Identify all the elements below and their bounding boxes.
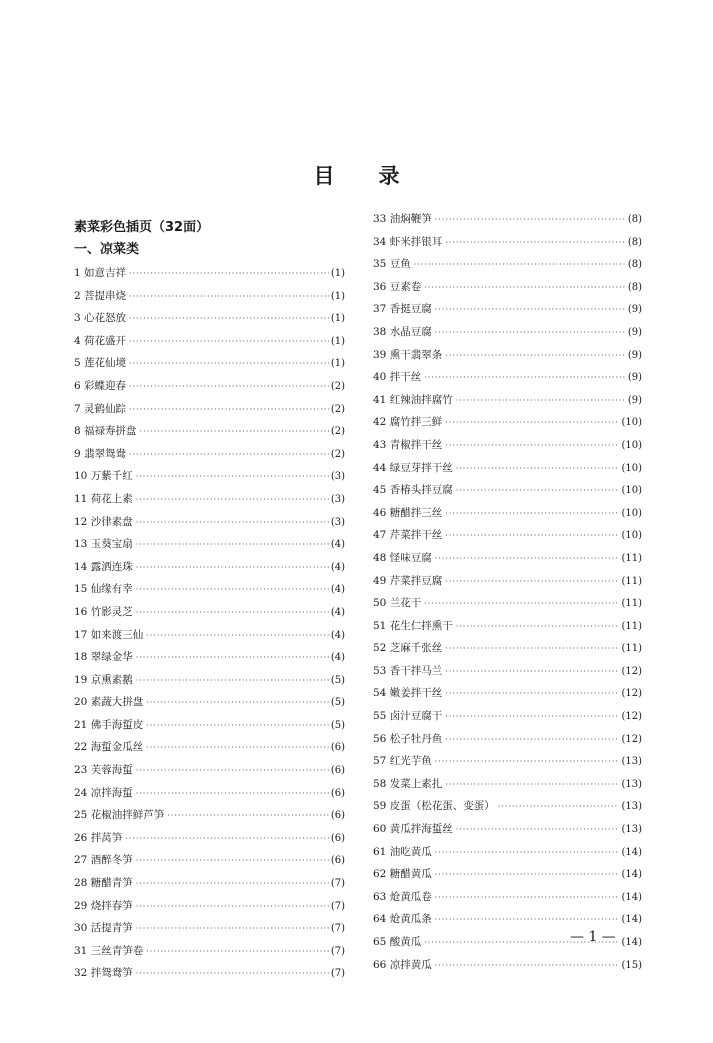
toc-entry	[74, 307, 345, 330]
toc-entry	[74, 556, 345, 579]
toc-entry-page: (15)	[621, 959, 642, 971]
toc-leader-dots	[136, 783, 329, 806]
page-number: — 1 —	[570, 929, 616, 945]
toc-entry-title: 36 豆素卷	[373, 280, 422, 293]
toc-entry	[373, 253, 642, 276]
toc-leader-dots	[456, 616, 620, 639]
toc-entry-page: (4)	[330, 561, 345, 573]
toc-entry-page: (9)	[627, 349, 642, 361]
toc-leader-dots	[435, 751, 620, 774]
toc-entry-title: 3 心花怒放	[74, 312, 127, 325]
toc-entry-page: (6)	[330, 742, 345, 754]
toc-leader-dots	[435, 955, 620, 978]
toc-entry	[373, 750, 642, 773]
toc-leader-dots	[136, 489, 329, 512]
title-char-2: 录	[378, 164, 400, 188]
toc-leader-dots	[424, 277, 626, 300]
toc-entry	[373, 615, 642, 638]
toc-entry-title: 65 酸黄瓜	[373, 936, 422, 948]
page-title	[0, 160, 713, 190]
toc-entry	[74, 624, 345, 647]
toc-entry-title: 42 腐竹拌三鲜	[373, 416, 443, 429]
toc-entry-page: (4)	[330, 652, 345, 664]
toc-entry-page: (7)	[330, 968, 345, 980]
toc-entry-page: (1)	[330, 313, 345, 325]
toc-entry	[373, 434, 642, 457]
toc-entry-page: (2)	[330, 403, 345, 415]
toc-entry-page: (11)	[621, 643, 642, 655]
toc-entry-title: 55 卤汁豆腐干	[373, 710, 443, 723]
toc-entry-title: 23 芙蓉海蜇	[74, 764, 133, 777]
toc-entry	[373, 457, 642, 480]
toc-entry	[74, 691, 345, 714]
toc-entry-page: (4)	[330, 584, 345, 596]
toc-leader-dots	[146, 737, 329, 760]
toc-entry-page: (6)	[330, 765, 345, 777]
toc-leader-dots	[435, 864, 620, 887]
toc-entry-page: (9)	[627, 304, 642, 316]
toc-leader-dots	[445, 774, 619, 797]
toc-entry-title: 56 松子牡丹鱼	[373, 732, 443, 745]
toc-entry-title: 28 糖醋青笋	[74, 877, 133, 890]
toc-entry-page: (6)	[330, 810, 345, 822]
toc-leader-dots	[146, 941, 329, 964]
toc-entry	[74, 782, 345, 805]
toc-entry-title: 18 翠绿金华	[74, 651, 133, 664]
toc-entry-page: (11)	[621, 575, 642, 587]
toc-entry-title: 2 菩提串烧	[74, 289, 127, 302]
category-heading: 一、凉菜类	[74, 242, 140, 257]
toc-entry	[373, 728, 642, 751]
toc-entry-title: 30 活提青笋	[74, 922, 133, 935]
toc-entry-page: (3)	[330, 516, 345, 528]
toc-entry	[74, 352, 345, 375]
toc-entry	[74, 940, 345, 963]
toc-leader-dots	[125, 828, 329, 851]
toc-entry-page: (2)	[330, 380, 345, 392]
toc-entry-title: 11 荷花上素	[74, 492, 133, 505]
toc-entry-page: (2)	[330, 426, 345, 438]
toc-entry	[74, 465, 345, 488]
toc-entry	[74, 578, 345, 601]
toc-entry	[74, 849, 345, 872]
toc-entry-page: (10)	[621, 530, 642, 542]
toc-entry-title: 61 油吃黄瓜	[373, 845, 432, 858]
toc-leader-dots	[136, 466, 329, 489]
toc-entry	[373, 231, 642, 254]
toc-entry-title: 17 如来渡三仙	[74, 628, 144, 641]
toc-entry-title: 16 竹影灵芝	[74, 605, 133, 618]
toc-entry-title: 24 凉拌海蜇	[74, 786, 133, 799]
toc-entry-title: 15 仙缘有幸	[74, 583, 133, 596]
toc-leader-dots	[129, 286, 329, 309]
toc-entry-page: (7)	[330, 900, 345, 912]
section-heading: 素菜彩色插页（32面）	[74, 220, 210, 235]
toc-entry-page: (13)	[621, 756, 642, 768]
toc-entry	[373, 954, 642, 977]
toc-left-list	[74, 262, 345, 985]
toc-entry	[373, 411, 642, 434]
toc-leader-dots	[136, 512, 329, 535]
toc-leader-dots	[456, 819, 620, 842]
toc-entry-title: 5 莲花仙境	[74, 357, 127, 370]
toc-entry-title: 25 花椒油拌鲜芦笋	[74, 809, 165, 822]
toc-entry-title: 31 三丝青笋卷	[74, 944, 144, 957]
toc-entry-page: (14)	[621, 914, 642, 926]
toc-leader-dots	[424, 367, 626, 390]
toc-entry	[373, 660, 642, 683]
toc-entry-page: (3)	[330, 493, 345, 505]
toc-entry-page: (10)	[621, 439, 642, 451]
toc-entry	[74, 285, 345, 308]
toc-entry-page: (11)	[621, 552, 642, 564]
toc-entry-title: 12 沙律素盘	[74, 515, 133, 528]
toc-leader-dots	[136, 963, 329, 986]
toc-entry-page: (10)	[621, 462, 642, 474]
toc-entry-title: 19 京熏素鹅	[74, 673, 133, 686]
toc-entry-page: (14)	[621, 937, 642, 948]
toc-entry	[74, 488, 345, 511]
toc-entry	[373, 389, 642, 412]
toc-leader-dots	[435, 548, 620, 571]
toc-entry-title: 45 香椿头拌豆腐	[373, 484, 453, 497]
toc-entry	[74, 804, 345, 827]
toc-entry-page: (12)	[621, 688, 642, 700]
toc-leader-dots	[129, 263, 329, 286]
toc-entry	[373, 479, 642, 502]
toc-leader-dots	[140, 421, 329, 444]
toc-entry-title: 52 芝麻千张丝	[373, 642, 443, 655]
toc-entry	[74, 714, 345, 737]
toc-entry	[373, 863, 642, 886]
toc-entry-title: 63 炝黄瓜卷	[373, 890, 432, 903]
toc-entry-page: (9)	[627, 372, 642, 384]
toc-entry-title: 58 发菜上素扎	[373, 777, 443, 790]
toc-entry	[373, 682, 642, 705]
toc-leader-dots	[445, 571, 619, 594]
toc-entry-page: (12)	[621, 665, 642, 677]
toc-entry-page: (13)	[621, 801, 642, 813]
toc-entry	[74, 262, 345, 285]
toc-entry-page: (11)	[621, 598, 642, 610]
toc-leader-dots	[129, 308, 329, 331]
toc-entry	[74, 759, 345, 782]
toc-entry-title: 64 炝黄瓜条	[373, 913, 432, 926]
toc-leader-dots	[445, 525, 619, 548]
toc-entry-title: 26 拌莴笋	[74, 831, 123, 844]
toc-leader-dots	[136, 557, 329, 580]
toc-leader-dots	[136, 873, 329, 896]
toc-entry-page: (12)	[621, 711, 642, 723]
toc-leader-dots	[136, 760, 329, 783]
toc-entry-page: (10)	[621, 507, 642, 519]
toc-entry	[373, 547, 642, 570]
toc-entry-title: 53 香干拌马兰	[373, 664, 443, 677]
toc-entry-title: 22 海蜇金瓜丝	[74, 741, 144, 754]
toc-entry-title: 40 拌干丝	[373, 371, 422, 384]
toc-entry-page: (1)	[330, 290, 345, 302]
toc-entry	[373, 524, 642, 547]
toc-entry-page: (6)	[330, 832, 345, 844]
toc-entry	[373, 818, 642, 841]
toc-leader-dots	[414, 254, 626, 277]
toc-entry	[74, 962, 345, 985]
toc-entry-page: (5)	[330, 697, 345, 709]
toc-entry-page: (8)	[627, 259, 642, 271]
toc-entry-title: 10 万紫千红	[74, 470, 133, 483]
toc-leader-dots	[129, 331, 329, 354]
toc-entry-title: 47 芹菜拌干丝	[373, 529, 443, 542]
toc-entry-title: 50 兰花干	[373, 597, 422, 610]
toc-entry-page: (12)	[621, 733, 642, 745]
toc-entry-title: 57 红光芋鱼	[373, 755, 432, 768]
toc-entry	[74, 872, 345, 895]
toc-entry-page: (2)	[330, 448, 345, 460]
toc-leader-dots	[136, 918, 329, 941]
toc-leader-dots	[136, 670, 329, 693]
toc-leader-dots	[146, 625, 329, 648]
toc-entry-title: 62 糖醋黄瓜	[373, 868, 432, 881]
toc-entry-page: (8)	[627, 281, 642, 293]
toc-leader-dots	[445, 661, 619, 684]
toc-leader-dots	[456, 480, 620, 503]
toc-entry-page: (14)	[621, 846, 642, 858]
toc-leader-dots	[445, 435, 619, 458]
toc-right-column	[373, 208, 642, 976]
toc-entry	[373, 841, 642, 864]
toc-entry-page: (7)	[330, 945, 345, 957]
toc-entry	[373, 276, 642, 299]
toc-entry-title: 34 虾米拌银耳	[373, 235, 443, 248]
toc-entry	[373, 637, 642, 660]
toc-leader-dots	[136, 647, 329, 670]
toc-leader-dots	[424, 593, 619, 616]
toc-entry-page: (1)	[330, 335, 345, 347]
toc-entry-title: 20 素蔬大拼盘	[74, 696, 144, 709]
toc-entry-title: 38 水晶豆腐	[373, 325, 432, 338]
toc-entry-title: 7 灵鹤仙踪	[74, 402, 127, 415]
toc-leader-dots	[435, 322, 626, 345]
toc-entry-page: (5)	[330, 674, 345, 686]
toc-entry	[373, 344, 642, 367]
toc-entry	[373, 208, 642, 231]
toc-entry	[373, 773, 642, 796]
toc-entry-page: (1)	[330, 358, 345, 370]
toc-entry-title: 6 彩蝶迎春	[74, 379, 127, 392]
toc-entry	[74, 827, 345, 850]
toc-leader-dots	[445, 683, 619, 706]
toc-entry-page: (14)	[621, 869, 642, 881]
toc-entry-title: 66 凉拌黄瓜	[373, 958, 432, 971]
title-char-1: 目	[313, 164, 335, 188]
toc-entry-title: 32 拌鸳鸯笋	[74, 967, 133, 980]
toc-leader-dots	[146, 692, 329, 715]
toc-entry	[373, 705, 642, 728]
toc-entry	[74, 895, 345, 918]
toc-entry-title: 48 怪味豆腐	[373, 551, 432, 564]
toc-entry-page: (7)	[330, 923, 345, 935]
toc-leader-dots	[146, 715, 329, 738]
toc-entry-page: (3)	[330, 471, 345, 483]
toc-entry-title: 41 红辣油拌腐竹	[373, 393, 453, 406]
toc-entry	[74, 420, 345, 443]
toc-entry-title: 60 黄瓜拌海蜇丝	[373, 823, 453, 836]
toc-entry-title: 27 酒醉冬笋	[74, 854, 133, 867]
toc-entry-title: 1 如意吉祥	[74, 267, 127, 279]
toc-entry-page: (8)	[627, 236, 642, 248]
toc-leader-dots	[136, 850, 329, 873]
toc-leader-dots	[445, 503, 619, 526]
toc-entry	[373, 795, 642, 818]
toc-entry-title: 43 青椒拌干丝	[373, 438, 443, 451]
toc-entry-title: 39 熏干翡翠条	[373, 348, 443, 361]
toc-leader-dots	[445, 345, 626, 368]
toc-entry	[74, 398, 345, 421]
toc-leader-dots	[136, 579, 329, 602]
toc-entry	[74, 669, 345, 692]
toc-entry-page: (8)	[627, 214, 642, 225]
toc-entry-page: (14)	[621, 891, 642, 903]
toc-entry-title: 4 荷花盛开	[74, 334, 127, 347]
toc-right-list	[373, 208, 642, 976]
toc-leader-dots	[435, 887, 620, 910]
toc-entry	[74, 601, 345, 624]
toc-entry	[74, 646, 345, 669]
toc-entry-page: (6)	[330, 855, 345, 867]
toc-leader-dots	[136, 896, 329, 919]
toc-entry	[74, 511, 345, 534]
toc-entry	[373, 502, 642, 525]
toc-entry-title: 33 油焖鞭笋	[373, 213, 432, 225]
toc-entry-title: 14 露洒连珠	[74, 560, 133, 573]
toc-entry-page: (1)	[330, 268, 345, 279]
toc-entry-title: 8 福禄寿拼盘	[74, 425, 137, 438]
toc-entry-title: 35 豆鱼	[373, 258, 411, 271]
toc-entry-page: (11)	[621, 620, 642, 632]
toc-entry	[373, 908, 642, 931]
toc-entry	[74, 375, 345, 398]
toc-entry	[373, 298, 642, 321]
toc-entry-title: 29 烧拌春笋	[74, 899, 133, 912]
toc-entry-title: 49 芹菜拌豆腐	[373, 574, 443, 587]
toc-entry-page: (13)	[621, 824, 642, 836]
toc-entry-title: 54 嫩姜拌干丝	[373, 687, 443, 700]
toc-left-column	[74, 217, 345, 985]
toc-entry	[74, 917, 345, 940]
toc-entry-title: 44 绿豆芽拌干丝	[373, 461, 453, 474]
toc-leader-dots	[445, 638, 619, 661]
toc-leader-dots	[435, 299, 626, 322]
toc-leader-dots	[445, 706, 619, 729]
toc-entry	[373, 366, 642, 389]
toc-entry-page: (4)	[330, 629, 345, 641]
toc-entry-page: (5)	[330, 719, 345, 731]
toc-leader-dots	[136, 534, 329, 557]
toc-entry-title: 13 玉葵宝扇	[74, 538, 133, 551]
toc-entry-title: 46 糖醋拌三丝	[373, 506, 443, 519]
toc-entry-page: (4)	[330, 606, 345, 618]
toc-leader-dots	[445, 729, 619, 752]
toc-leader-dots	[445, 232, 626, 255]
toc-entry-page: (7)	[330, 878, 345, 890]
toc-entry-title: 21 佛手海蜇皮	[74, 718, 144, 731]
toc-leader-dots	[129, 399, 329, 422]
toc-entry	[373, 592, 642, 615]
toc-entry	[74, 736, 345, 759]
toc-entry-page: (13)	[621, 778, 642, 790]
toc-entry-page: (10)	[621, 417, 642, 429]
toc-entry	[74, 533, 345, 556]
toc-leader-dots	[456, 390, 626, 413]
toc-leader-dots	[136, 602, 329, 625]
toc-entry-page: (6)	[330, 787, 345, 799]
toc-leader-dots	[456, 458, 620, 481]
toc-leader-dots	[129, 444, 329, 467]
toc-entry-page: (9)	[627, 394, 642, 406]
toc-leader-dots	[167, 805, 329, 828]
toc-entry	[373, 321, 642, 344]
toc-leader-dots	[129, 353, 329, 376]
toc-leader-dots	[498, 796, 620, 819]
toc-entry	[373, 570, 642, 593]
toc-entry-page: (9)	[627, 326, 642, 338]
toc-leader-dots	[445, 412, 619, 435]
toc-entry-title: 9 翡翠鸳鸯	[74, 447, 127, 460]
toc-leader-dots	[435, 842, 620, 865]
toc-leader-dots	[129, 376, 329, 399]
toc-entry-title: 59 皮蛋（松花蛋、变蛋）	[373, 800, 495, 813]
toc-entry	[74, 330, 345, 353]
toc-entry-page: (4)	[330, 539, 345, 551]
toc-entry	[74, 443, 345, 466]
toc-leader-dots	[435, 209, 626, 232]
toc-entry-title: 37 香挺豆腐	[373, 303, 432, 316]
toc-entry-title: 51 花生仁拌熏干	[373, 619, 453, 632]
toc-entry-page: (10)	[621, 485, 642, 497]
toc-entry	[373, 886, 642, 909]
